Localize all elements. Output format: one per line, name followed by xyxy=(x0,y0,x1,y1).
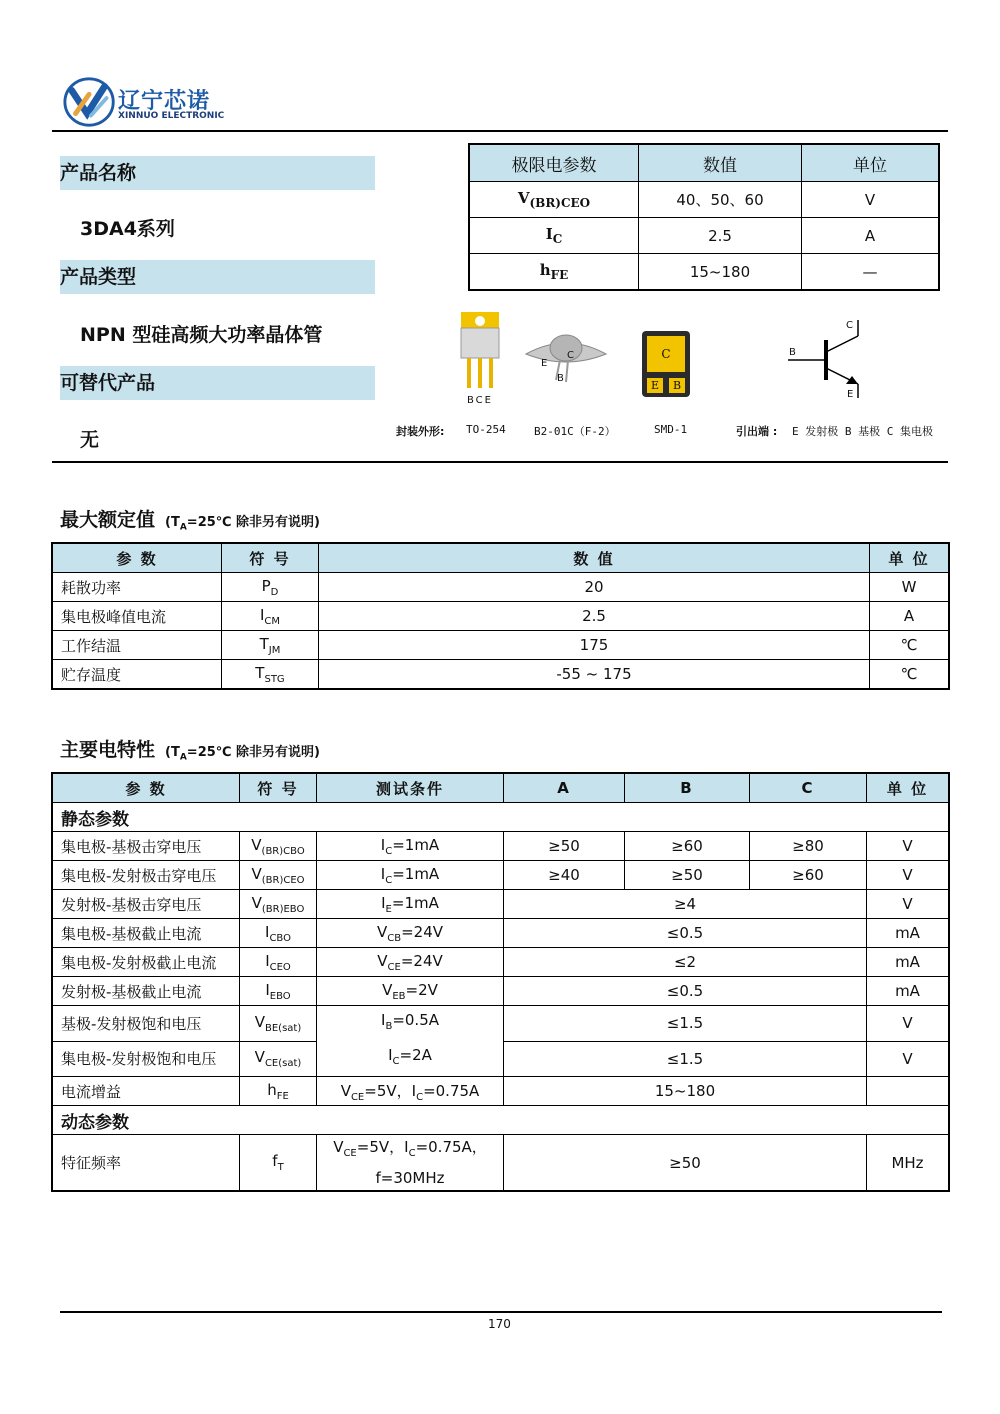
condition-cell: $V_{CE}=24V$ xyxy=(317,948,504,977)
param-cell: 特征频率 xyxy=(52,1135,240,1192)
unit-cell: mA xyxy=(867,977,950,1006)
table-row xyxy=(52,602,949,631)
header-rule xyxy=(52,130,948,132)
static-params-label: 静态参数 xyxy=(52,803,949,832)
symbol-cell: $P_D$ xyxy=(222,573,319,602)
value-cell: 20 xyxy=(319,573,870,602)
limit-unit: A xyxy=(802,218,940,254)
condition-cell: $V_{CB}=24V$ xyxy=(317,919,504,948)
limit-symbol: $V_{(BR)CEO}$ xyxy=(469,182,639,218)
b2-01c-package-icon xyxy=(522,324,610,384)
limit-header-param: 极限电参数 xyxy=(469,144,639,182)
limit-unit: — xyxy=(802,254,940,291)
value-merged-cell: ≤2 xyxy=(504,948,867,977)
smd1-package-icon xyxy=(642,331,690,397)
symbol-cell: $V_{(BR)CBO}$ xyxy=(240,832,317,861)
unit-cell: V xyxy=(867,1041,950,1077)
limit-row xyxy=(469,182,939,218)
footer-rule xyxy=(60,1311,942,1313)
value-cell: 175 xyxy=(319,631,870,660)
package-prefix: 封装外形: xyxy=(396,425,445,438)
unit-cell xyxy=(867,1077,950,1106)
limit-unit: V xyxy=(802,182,940,218)
package-smd1: SMD-1 xyxy=(654,423,688,436)
elec-header-row xyxy=(52,773,949,803)
param-cell: 集电极-发射极击穿电压 xyxy=(52,861,240,890)
elec-header-b: B xyxy=(625,773,750,803)
limit-header-unit: 单位 xyxy=(802,144,940,182)
limit-header-row xyxy=(469,144,939,182)
table-row xyxy=(52,1135,949,1192)
param-cell: 集电极-基极截止电流 xyxy=(52,919,240,948)
b2-pin-b: B xyxy=(557,373,564,384)
limit-value: 2.5 xyxy=(639,218,802,254)
elec-header-c: C xyxy=(750,773,867,803)
max-ratings-table xyxy=(51,542,950,690)
table-row xyxy=(52,631,949,660)
param-cell: 基极-发射极饱和电压 xyxy=(52,1006,240,1042)
group-row xyxy=(52,1106,949,1135)
page-number: 170 xyxy=(488,1317,511,1331)
value-merged-cell: ≥4 xyxy=(504,890,867,919)
elec-header-unit: 单 位 xyxy=(867,773,950,803)
value-merged-cell: ≤0.5 xyxy=(504,977,867,1006)
unit-cell: V xyxy=(867,861,950,890)
smd-pad-e: E xyxy=(647,378,663,393)
symbol-cell: $h_{FE}$ xyxy=(240,1077,317,1106)
unit-cell: ℃ xyxy=(870,631,950,660)
unit-cell: A xyxy=(870,602,950,631)
product-section-rule xyxy=(52,461,948,463)
schematic-pin-e: E xyxy=(847,389,854,400)
elec-char-title: 主要电特性 ($T_A=25℃$ 除非另有说明) xyxy=(60,739,320,763)
brand-name-en: XINNUO ELECTRONIC xyxy=(118,111,225,121)
condition-cell: $I_E=1mA$ xyxy=(317,890,504,919)
to254-package-icon xyxy=(455,308,505,398)
table-row xyxy=(52,1006,949,1042)
max-header-param: 参 数 xyxy=(52,543,222,573)
limit-symbol: $h_{FE}$ xyxy=(469,254,639,291)
limit-row xyxy=(469,254,939,291)
table-row xyxy=(52,919,949,948)
product-alt-value: 无 xyxy=(80,429,100,451)
limit-value: 15~180 xyxy=(639,254,802,291)
param-cell: 集电极-发射极截止电流 xyxy=(52,948,240,977)
table-row xyxy=(52,861,949,890)
value-b-cell: ≥50 xyxy=(625,861,750,890)
condition-cell: $I_C=1mA$ xyxy=(317,832,504,861)
param-cell: 发射极-基极击穿电压 xyxy=(52,890,240,919)
b2-pin-e: E xyxy=(541,358,548,369)
package-to254: TO-254 xyxy=(466,423,506,436)
group-row xyxy=(52,803,949,832)
elec-header-param: 参 数 xyxy=(52,773,240,803)
symbol-cell: $V_{CE(sat)}$ xyxy=(240,1041,317,1077)
value-a-cell: ≥50 xyxy=(504,832,625,861)
symbol-cell: $I_{EBO}$ xyxy=(240,977,317,1006)
elec-header-a: A xyxy=(504,773,625,803)
value-merged-cell: ≤1.5 xyxy=(504,1041,867,1077)
symbol-cell: $I_{CEO}$ xyxy=(240,948,317,977)
unit-cell: V xyxy=(867,1006,950,1042)
limit-header-value: 数值 xyxy=(639,144,802,182)
symbol-cell: $I_{CM}$ xyxy=(222,602,319,631)
param-cell: 工作结温 xyxy=(52,631,222,660)
package-b2: B2-01C（F-2） xyxy=(534,425,616,438)
value-c-cell: ≥60 xyxy=(750,861,867,890)
table-row xyxy=(52,832,949,861)
symbol-cell: $f_T$ xyxy=(240,1135,317,1192)
param-cell: 电流增益 xyxy=(52,1077,240,1106)
max-header-value: 数 值 xyxy=(319,543,870,573)
value-a-cell: ≥40 xyxy=(504,861,625,890)
max-header-symbol: 符 号 xyxy=(222,543,319,573)
product-name-value: 3DA4系列 xyxy=(80,218,175,240)
to254-pins-label: BCE xyxy=(467,395,493,406)
elec-header-symbol: 符 号 xyxy=(240,773,317,803)
elec-char-table xyxy=(51,772,950,1192)
condition-cell: $V_{EB}=2V$ xyxy=(317,977,504,1006)
value-b-cell: ≥60 xyxy=(625,832,750,861)
condition-cell: $V_{CE}=5V$，$I_C=0.75A$ xyxy=(317,1077,504,1106)
limit-symbol: $I_C$ xyxy=(469,218,639,254)
param-cell: 集电极峰值电流 xyxy=(52,602,222,631)
max-ratings-title: 最大额定值 ($T_A=25℃$ 除非另有说明) xyxy=(60,509,320,533)
product-name-label: 产品名称 xyxy=(60,156,375,190)
condition-cell: $I_C=1mA$ xyxy=(317,861,504,890)
limit-value: 40、50、60 xyxy=(639,182,802,218)
symbol-cell: $V_{BE(sat)}$ xyxy=(240,1006,317,1042)
xn-logo-icon xyxy=(62,72,120,130)
table-row xyxy=(52,890,949,919)
unit-cell: MHz xyxy=(867,1135,950,1192)
table-row xyxy=(52,660,949,690)
unit-cell: V xyxy=(867,890,950,919)
unit-cell: W xyxy=(870,573,950,602)
symbol-cell: $V_{(BR)CEO}$ xyxy=(240,861,317,890)
sat-condition-cell: $I_B=0.5A$ $I_C=2A$ xyxy=(317,1006,504,1077)
unit-cell: mA xyxy=(867,948,950,977)
param-cell: 发射极-基极截止电流 xyxy=(52,977,240,1006)
param-cell: 耗散功率 xyxy=(52,573,222,602)
value-cell: 2.5 xyxy=(319,602,870,631)
symbol-cell: $I_{CBO}$ xyxy=(240,919,317,948)
limit-row xyxy=(469,218,939,254)
dynamic-params-label: 动态参数 xyxy=(52,1106,949,1135)
product-type-label: 产品类型 xyxy=(60,260,375,294)
npn-transistor-schematic-icon xyxy=(786,318,866,404)
unit-cell: V xyxy=(867,832,950,861)
value-c-cell: ≥80 xyxy=(750,832,867,861)
value-merged-cell: ≤1.5 xyxy=(504,1006,867,1042)
table-row xyxy=(52,1077,949,1106)
table-row xyxy=(52,977,949,1006)
condition-cell: $V_{CE}=5V$，$I_C=0.75A$， f=30MHz xyxy=(317,1135,504,1192)
smd-pad-c: C xyxy=(647,336,685,372)
param-cell: 集电极-发射极饱和电压 xyxy=(52,1041,240,1077)
max-header-row xyxy=(52,543,949,573)
param-cell: 贮存温度 xyxy=(52,660,222,690)
pin-description: E 发射极 B 基极 C 集电极 xyxy=(792,425,933,438)
table-row xyxy=(52,573,949,602)
product-alt-label: 可替代产品 xyxy=(60,366,375,400)
brand-name-cn: 辽宁芯诺 xyxy=(118,89,211,114)
b2-pin-c: C xyxy=(567,350,574,361)
symbol-cell: $T_{STG}$ xyxy=(222,660,319,690)
package-label-row xyxy=(396,423,946,439)
symbol-cell: $V_{(BR)EBO}$ xyxy=(240,890,317,919)
value-merged-cell: ≥50 xyxy=(504,1135,867,1192)
value-merged-cell: ≤0.5 xyxy=(504,919,867,948)
unit-cell: mA xyxy=(867,919,950,948)
table-row xyxy=(52,948,949,977)
schematic-pin-b: B xyxy=(789,347,796,358)
value-merged-cell: 15~180 xyxy=(504,1077,867,1106)
limit-params-table xyxy=(468,143,940,291)
schematic-pin-c: C xyxy=(846,320,853,331)
max-header-unit: 单 位 xyxy=(870,543,950,573)
value-cell: -55 ~ 175 xyxy=(319,660,870,690)
symbol-cell: $T_{JM}$ xyxy=(222,631,319,660)
pin-label: 引出端 : xyxy=(736,425,778,438)
smd-pad-b: B xyxy=(669,378,685,393)
unit-cell: ℃ xyxy=(870,660,950,690)
param-cell: 集电极-基极击穿电压 xyxy=(52,832,240,861)
elec-header-condition: 测试条件 xyxy=(317,773,504,803)
product-type-value: NPN 型硅高频大功率晶体管 xyxy=(80,324,323,346)
